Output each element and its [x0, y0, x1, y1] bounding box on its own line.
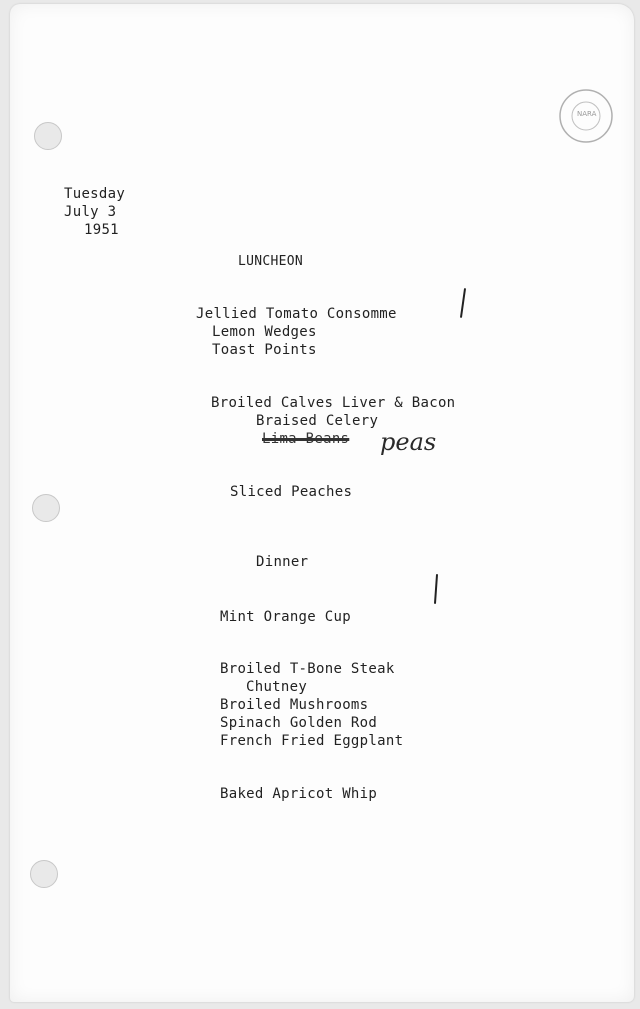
menu-item: Chutney	[246, 679, 308, 695]
menu-item: Broiled T-Bone Steak	[220, 661, 395, 677]
menu-item: Jellied Tomato Consomme	[196, 306, 397, 322]
menu-item: Braised Celery	[256, 413, 379, 429]
menu-item: Mint Orange Cup	[220, 609, 351, 625]
menu-item: Lemon Wedges	[212, 324, 317, 340]
struck-menu-item: Lima Beans	[262, 431, 350, 447]
dinner-heading: Dinner	[256, 554, 309, 570]
date-month-day: July 3	[64, 204, 117, 220]
menu-item: Broiled Mushrooms	[220, 697, 369, 713]
menu-item: Baked Apricot Whip	[220, 786, 378, 802]
handwritten-correction: peas	[380, 428, 437, 456]
menu-item: Sliced Peaches	[230, 484, 353, 500]
menu-item: Broiled Calves Liver & Bacon	[211, 395, 456, 411]
date-year: 1951	[84, 222, 119, 238]
punch-hole	[30, 860, 58, 888]
punch-hole	[34, 122, 62, 150]
document-page	[10, 4, 634, 1002]
menu-item: Spinach Golden Rod	[220, 715, 378, 731]
luncheon-heading: LUNCHEON	[238, 254, 304, 269]
menu-item: French Fried Eggplant	[220, 733, 404, 749]
punch-hole	[32, 494, 60, 522]
stamp-sub-label: NARA	[577, 110, 597, 118]
date-day: Tuesday	[64, 186, 126, 202]
menu-item: Toast Points	[212, 342, 317, 358]
